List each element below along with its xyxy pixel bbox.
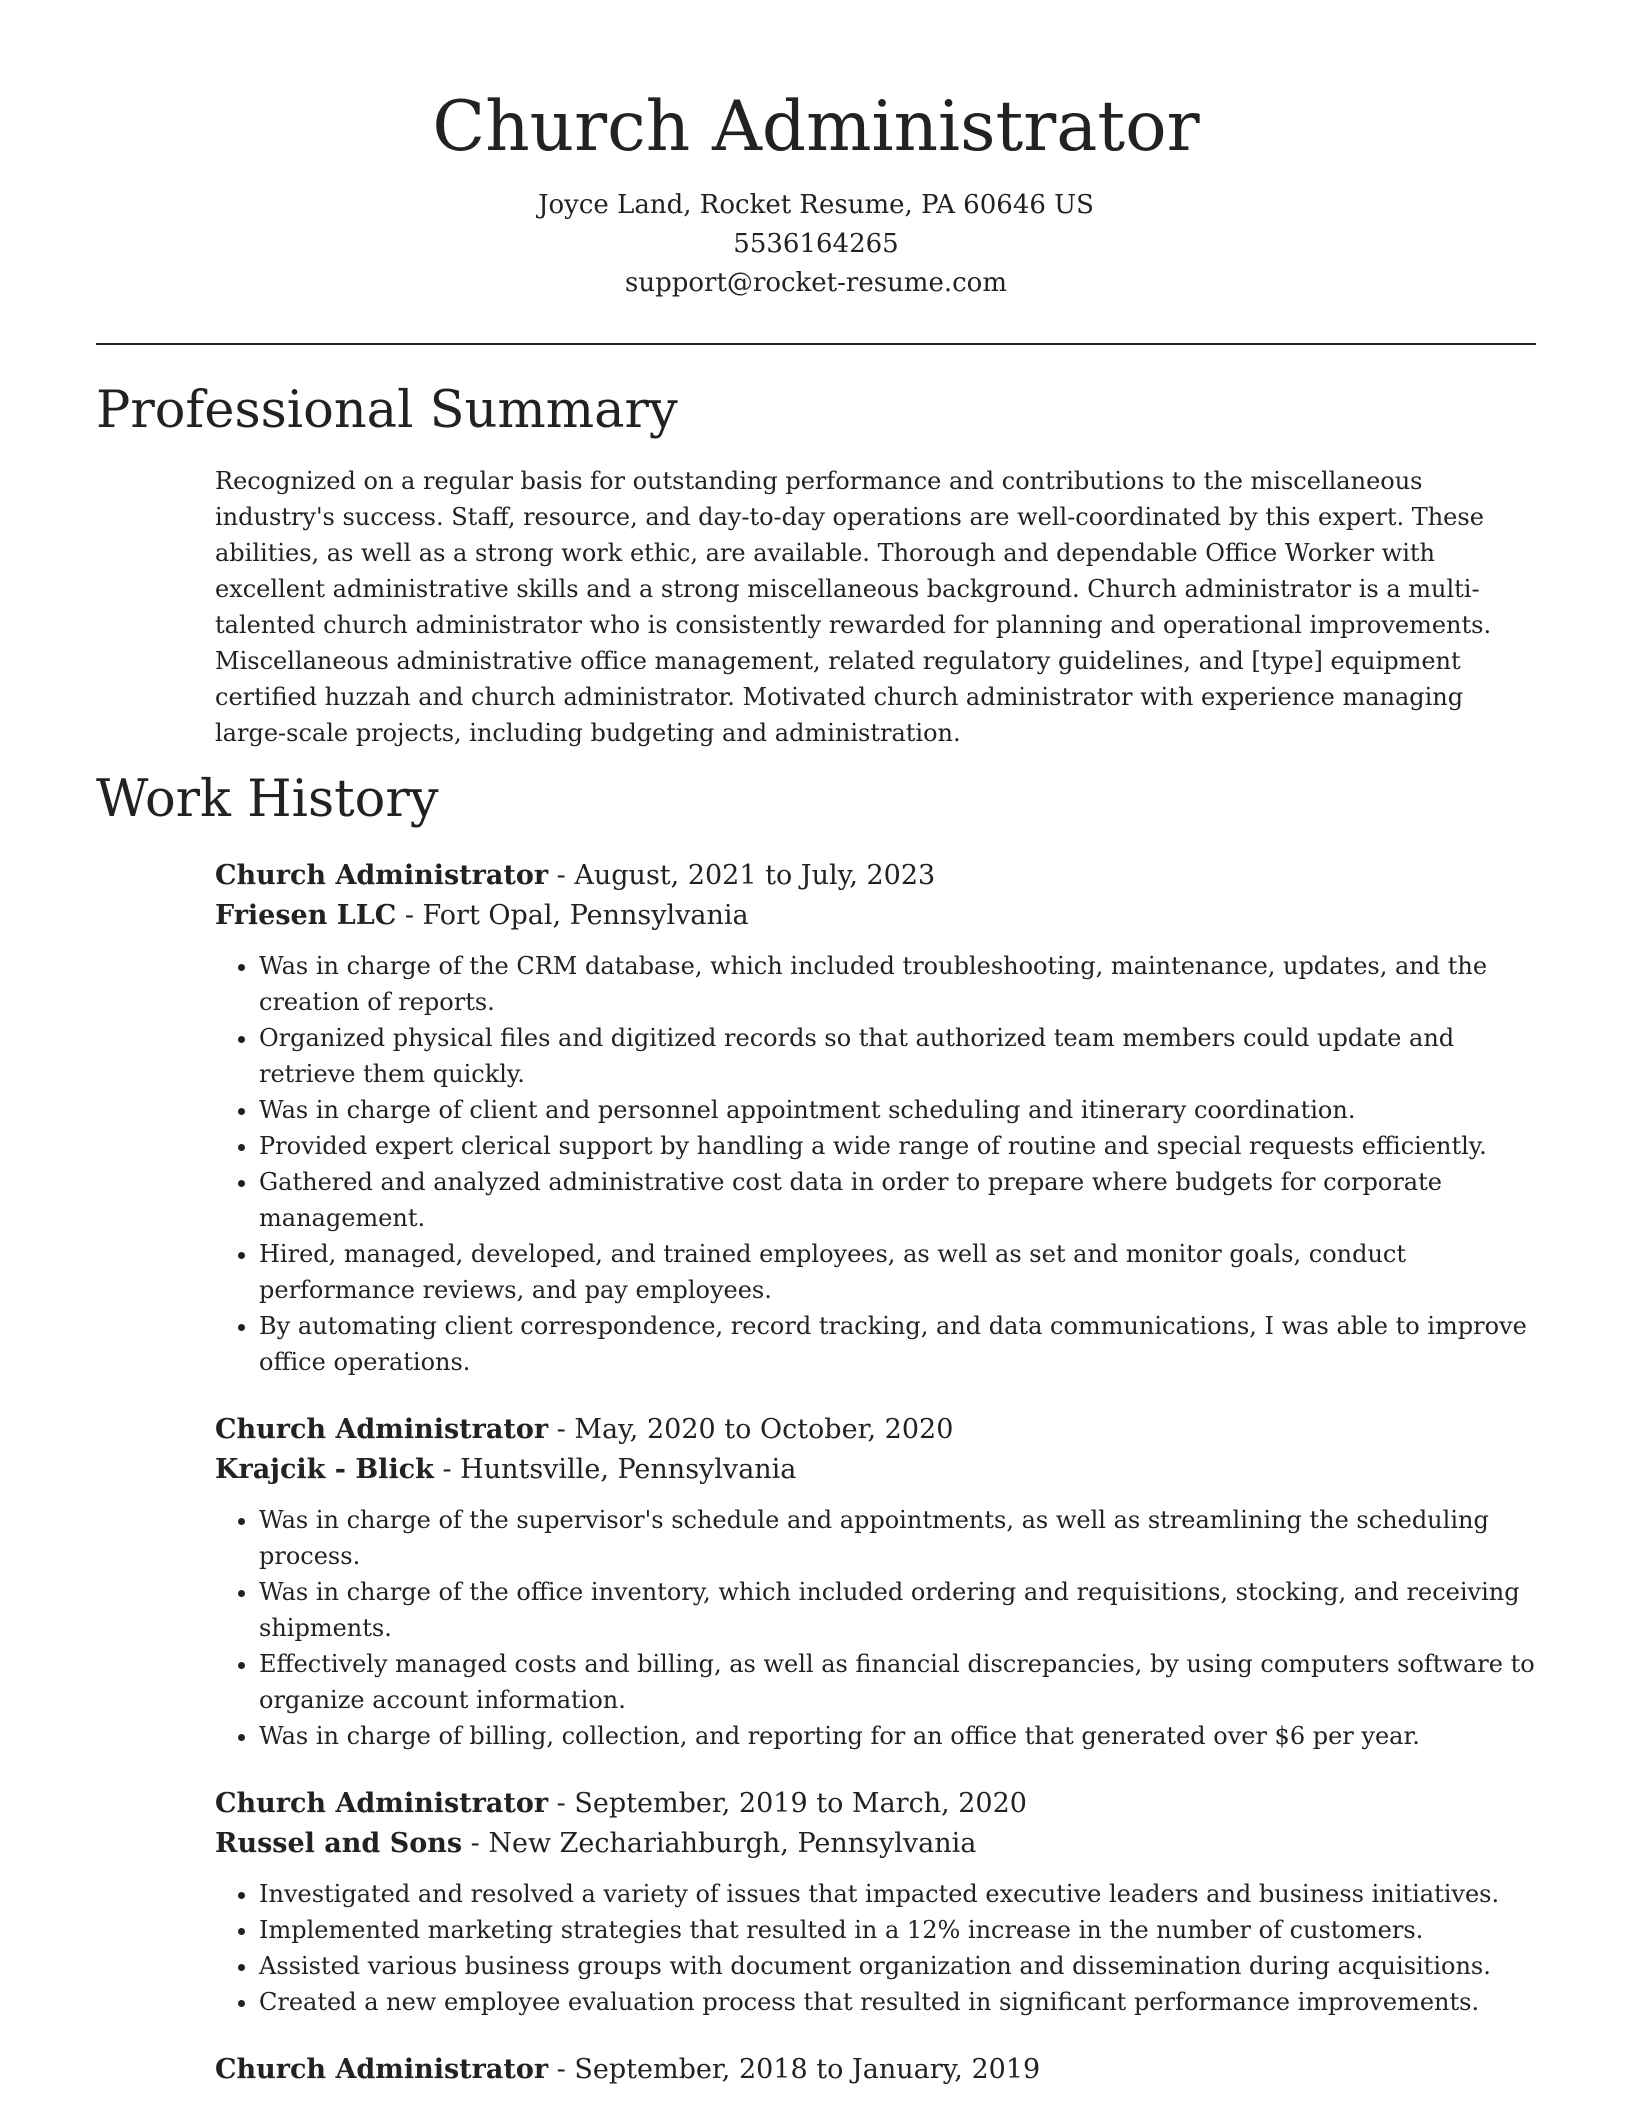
contact-phone: 5536164265: [733, 229, 899, 259]
job-dates: - May, 2020 to October, 2020: [548, 1414, 954, 1445]
job-dates: - September, 2019 to March, 2020: [548, 1788, 1027, 1819]
resume-title: Church Administrator: [432, 87, 1200, 167]
job-bullet-list: [215, 948, 1535, 1380]
job-entry: [215, 1784, 1535, 2020]
job-bullet: • Was in charge of the CRM database, which included troubleshooting, maintenance, updates, and the creation of reports.: [259, 948, 1535, 1020]
job-entry: [215, 856, 1535, 1380]
job-title: Church Administrator: [215, 860, 549, 891]
contact-block: [0, 186, 1632, 303]
job-bullet: • Created a new employee evaluation process that resulted in significant performance improvements.: [259, 1984, 1535, 2020]
job-bullet: • Was in charge of the supervisor's schedule and appointments, as well as streamlining the scheduling process.: [259, 1502, 1535, 1574]
job-bullet: • Provided expert clerical support by handling a wide range of routine and special requests efficiently.: [259, 1128, 1535, 1164]
job-title: Church Administrator: [215, 2054, 549, 2085]
contact-email: support@rocket-resume.com: [624, 268, 1007, 298]
job-bullet-list: [215, 1502, 1535, 1754]
job-title: Church Administrator: [215, 1414, 549, 1445]
job-bullet: • Organized physical files and digitized records so that authorized team members could update and retrieve them quickly.: [259, 1020, 1535, 1092]
job-bullet: • Was in charge of billing, collection, and reporting for an office that generated over $6 per year.: [259, 1718, 1535, 1754]
job-location: - New Zechariahburgh, Pennsylvania: [462, 1828, 977, 1859]
resume-header: [0, 82, 1632, 303]
job-title-line: [215, 1784, 1535, 1824]
job-bullet: • Implemented marketing strategies that resulted in a 12% increase in the number of customers.: [259, 1912, 1535, 1948]
job-entry: [215, 1410, 1535, 1754]
job-bullet: • Hired, managed, developed, and trained employees, as well as set and monitor goals, conduct performance reviews, and pay employees.: [259, 1236, 1535, 1308]
job-bullet-list: [215, 1876, 1535, 2020]
job-list: [215, 856, 1535, 2120]
job-dates: - August, 2021 to July, 2023: [548, 860, 936, 891]
job-bullet: • Assisted various business groups with document organization and dissemination during acquisitions.: [259, 1948, 1535, 1984]
job-location: - Fort Opal, Pennsylvania: [396, 900, 749, 931]
job-bullet: • Gathered and analyzed administrative cost data in order to prepare where budgets for corporate management.: [259, 1164, 1535, 1236]
job-title: Church Administrator: [215, 1788, 549, 1819]
job-bullet: • Was in charge of the office inventory, which included ordering and requisitions, stocking, and receiving shipments.: [259, 1574, 1535, 1646]
contact-address: Joyce Land, Rocket Resume, PA 60646 US: [538, 190, 1094, 220]
job-location: - Huntsville, Pennsylvania: [433, 1454, 797, 1485]
job-company-line: [215, 896, 1535, 936]
job-bullet: • Effectively managed costs and billing, as well as financial discrepancies, by using computers software to organize account information.: [259, 1646, 1535, 1718]
summary-text: Recognized on a regular basis for outstanding performance and contributions to the miscellaneous industry's success. Staff, resource, and day-to-day operations are well-coordinated by this expert. These abilities, as well as a strong work ethic, are available. Thorough and dependable Office Worker with excellent administrative skills and a strong miscellaneous background. Church administrator is a multi-talented church administrator who is consistently rewarded for planning and operational improvements. Miscellaneous administrative office management, related regulatory guidelines, and [type] equipment certified huzzah and church administrator. Motivated church administrator with experience managing large-scale projects, including budgeting and administration.: [215, 467, 1492, 747]
summary-heading: Professional Summary: [96, 381, 678, 440]
job-title-line: [215, 2050, 1535, 2090]
job-company: Krajcik - Blick: [215, 1454, 434, 1485]
job-company-line: [215, 1450, 1535, 1490]
job-company: Russel and Sons: [215, 1828, 463, 1859]
job-bullet: • Was in charge of client and personnel appointment scheduling and itinerary coordination.: [259, 1092, 1535, 1128]
job-title-line: [215, 1410, 1535, 1450]
job-title-line: [215, 856, 1535, 896]
job-entry: [215, 2050, 1535, 2090]
job-company: Friesen LLC: [215, 900, 397, 931]
work-history-heading: Work History: [96, 770, 439, 829]
job-bullet: • Investigated and resolved a variety of issues that impacted executive leaders and business initiatives.: [259, 1876, 1535, 1912]
job-bullet: • By automating client correspondence, record tracking, and data communications, I was able to improve office operations.: [259, 1308, 1535, 1380]
job-company-line: [215, 1824, 1535, 1864]
header-divider: [96, 343, 1536, 345]
job-dates: - September, 2018 to January, 2019: [548, 2054, 1041, 2085]
